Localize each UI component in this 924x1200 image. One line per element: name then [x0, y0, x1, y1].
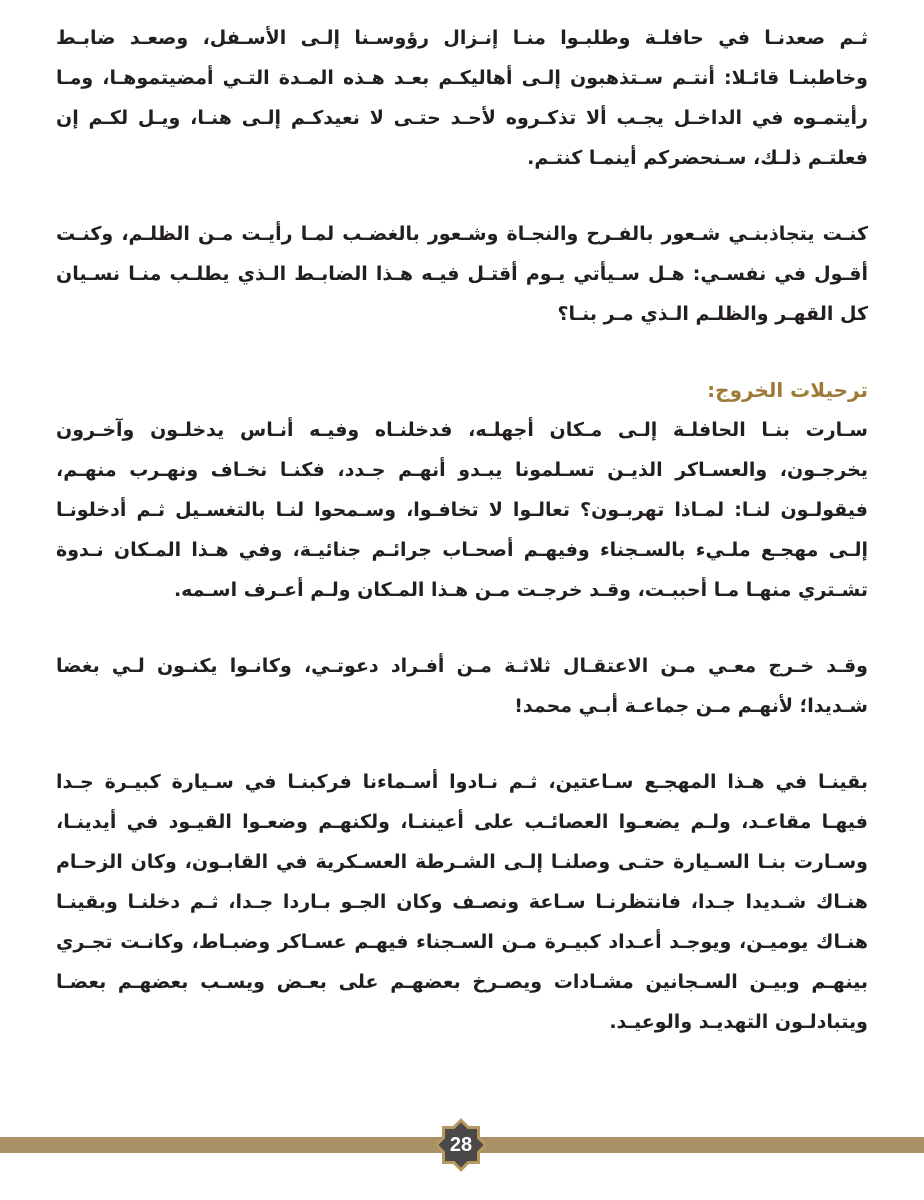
page-number-badge [432, 1116, 490, 1174]
paragraph-4: وقـد خـرج معـي مـن الاعتقـال ثلاثـة مـن أفـراد دعوتـي، وكانـوا يكنـون لـي بغضا شـديدا؛ لأنهـم مـن جماعـة أبـي محمد! [56, 655, 868, 717]
page-body [56, 18, 868, 1042]
paragraph-5: بقينـا في هـذا المهجـع سـاعتين، ثـم نـادوا أسـماءنا فركبنـا في سـيارة كبيـرة جـدا فيهـا مقاعـد، ولـم يضعـوا العصائـب على أعيننـا، ولكنهـم وضعـوا القيـود في أيدينـا، وسـارت بنـا السـيارة حتـى وصلنـا إلـى الشـرطة العسـكرية في القابـون، وكان الزحـام هنـاك شـديدا جـدا، فانتظرنـا سـاعة ونصـف وكان الجـو بـاردا جـدا، ثـم دخلنـا وبقينـا هنـاك يوميـن، ويوجـد أعـداد كبيـرة مـن السـجناء فيهـم عسـاكر وضبـاط، وكانـت تجـري بينهـم وبيـن السـجانين مشـادات ويصـرخ بعضهـم على بعـض ويسـب بعضهـم بعضـا ويتبادلـون التهديـد والوعيـد. [56, 771, 868, 1033]
paragraph-3: سـارت بنـا الحافلـة إلـى مـكان أجهلـه، فدخلنـاه وفيـه أنـاس يدخلـون وآخـرون يخرجـون، والعسـاكر الذيـن تسـلمونا يبـدو أنهـم جـدد، فكنـا نخـاف ونهـرب منهـم، فيقولـون لنـا: لمـاذا تهربـون؟ تعالـوا لا تخافـوا، وسـمحوا لنـا بالتغسـيل ثـم أدخلونـا إلـى مهجـع ملـيء بالسـجناء وفيهـم أصحـاب جرائـم جنائيـة، وفي هـذا المـكان نـدوة تشـتري منهـا مـا أحببـت، وقـد خرجـت مـن هـذا المـكان ولـم أعـرف اسـمه. [56, 419, 868, 601]
paragraph-2: كنـت يتجاذبنـي شـعور بالفـرح والنجـاة وشـعور بالغضـب لمـا رأيـت مـن الظلـم، وكنـت أقـول في نفسـي: هـل سـيأتي يـوم أقتـل فيـه هـذا الضابـط الـذي يطلـب منـا نسـيان كل القهـر والظلـم الـذي مـر بنـا؟ [56, 223, 868, 325]
paragraph-1: ثـم صعدنـا في حافلـة وطلبـوا منـا إنـزال رؤوسـنا إلـى الأسـفل، وصعـد ضابـط وخاطبنـا قائـلا: أنتـم سـتذهبون إلـى أهاليكـم بعـد هـذه المـدة التـي أمضيتموهـا، ومـا رأيتمـوه في الداخـل يجـب ألا تذكـروه لأحـد حتـى لا نعيدكـم إلـى هنـا، ويـل لكـم إن فعلتـم ذلـك، سـنحضركم أينمـا كنتـم. [56, 27, 868, 169]
section-heading: ترحيلات الخروج: [707, 378, 868, 402]
page-number: 28 [449, 1134, 473, 1156]
